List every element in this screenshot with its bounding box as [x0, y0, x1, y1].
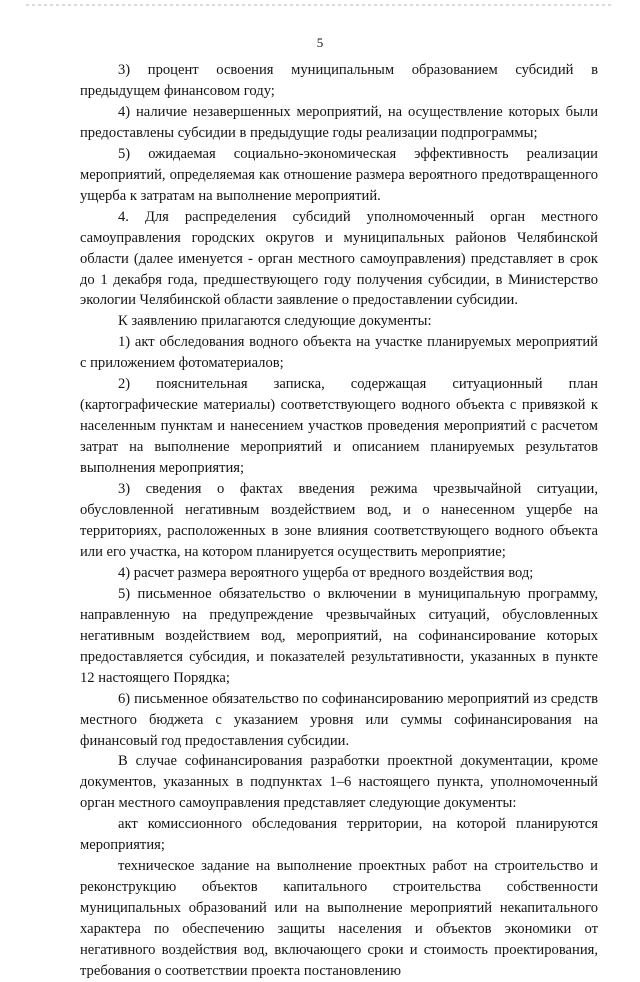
- paragraph-3: 5) ожидаемая социально-экономическая эффективность реализации мероприятий, определяемая как отношение размера вероятного предотвращенного ущерба к затратам на выполнение мероприятий.: [80, 145, 598, 204]
- paragraph-1: 3) процент освоения муниципальным образованием субсидий в предыдущем финансовом году;: [80, 62, 598, 99]
- paragraph-8: 3) сведения о фактах введения режима чрезвычайной ситуации, обусловленной негативным воздействием вод, и о нанесенном ущербе на территориях, расположенных в зоне влияния соответствующего водного объекта или его участка, на котором планируется осуществить мероприятие;: [80, 481, 598, 560]
- paragraph-14: техническое задание на выполнение проектных работ на строительство и реконструкцию объектов капитального строительства собственности муниципальных образований или на выполнение мероприятий некапитального характера по обеспечению защиты населения и объектов экономики от негативного воздействия вод, включающего сроки и стоимость проектирования, требования о соответствии проекта постановлению: [80, 858, 598, 979]
- paragraph-2: 4) наличие незавершенных мероприятий, на осуществление которых были предоставлены субсидии в предыдущие годы реализации подпрограммы;: [80, 103, 598, 141]
- paragraph-12: В случае софинансирования разработки проектной документации, кроме документов, указанных в подпунктах 1–6 настоящего пункта, уполномоченный орган местного самоуправления представляет следующие документы:: [80, 753, 598, 812]
- paragraph-7: 2) пояснительная записка, содержащая ситуационный план (картографические материалы) соответствующего водного объекта с привязкой к населенным пунктам и нанесением участков проведения мероприятий с расчетом затрат на выполнение мероприятий и описанием планируемых результатов выполнения мероприятия;: [80, 376, 598, 477]
- paragraph-10: 5) письменное обязательство о включении в муниципальную программу, направленную на предупреждение чрезвычайных ситуаций, обусловленных негативным воздействием вод, мероприятий, на софинансирование которых предоставляется субсидия, и показателей результативности, указанных в пункте 12 настоящего Порядка;: [80, 585, 598, 686]
- paragraph-5: К заявлению прилагаются следующие документы:: [118, 313, 432, 330]
- scan-artifact-line: [26, 4, 614, 6]
- paragraph-6: 1) акт обследования водного объекта на участке планируемых мероприятий с приложением фотоматериалов;: [80, 334, 598, 372]
- paragraph-13: акт комиссионного обследования территории, на которой планируются мероприятия;: [80, 816, 598, 854]
- paragraph-9: 4) расчет размера вероятного ущерба от вредного воздействия вод;: [118, 564, 534, 581]
- document-body: [80, 60, 598, 982]
- page-number: 5: [316, 35, 324, 50]
- paragraph-11: 6) письменное обязательство по софинансированию мероприятий из средств местного бюджета с указанием уровня или суммы софинансирования на финансовый год предоставления субсидии.: [80, 690, 598, 749]
- paragraph-4: 4. Для распределения субсидий уполномоченный орган местного самоуправления городских округов и муниципальных районов Челябинской области (далее именуется - орган местного самоуправления) представляет в срок до 1 декабря года, предшествующего году получения субсидии, в Министерство экологии Челябинской области заявление о предоставлении субсидии.: [80, 208, 598, 309]
